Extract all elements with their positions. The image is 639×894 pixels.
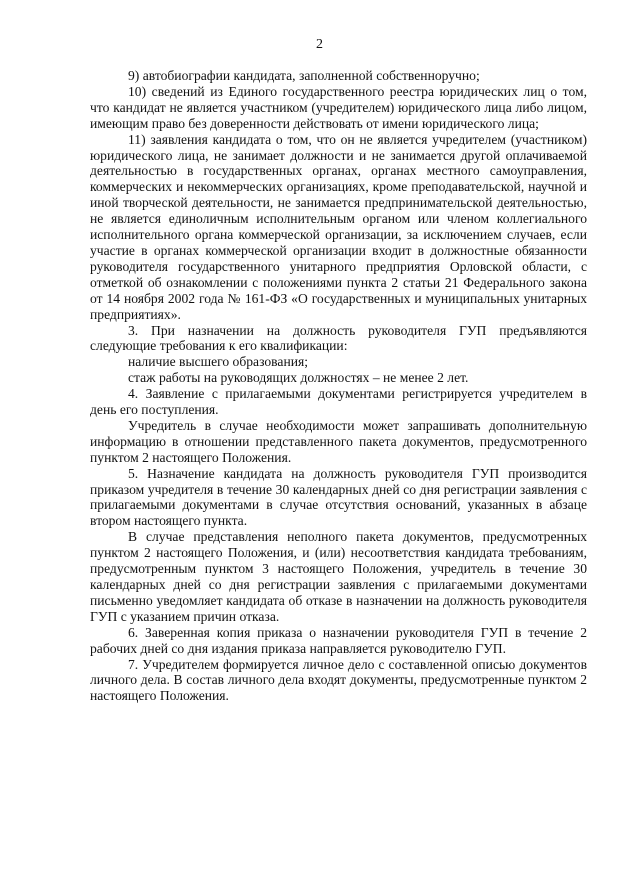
document-body <box>90 68 587 704</box>
page-number: 2 <box>316 37 323 52</box>
paragraph-item-10: 10) сведений из Единого государственного реестра юридических лиц о том, что кандидат не является участником (учредителем) юридического лица либо лицом, имеющим право без доверенности действовать от имени юридического лица; <box>90 83 587 131</box>
requirement-education: наличие высшего образования; <box>128 354 309 370</box>
paragraph-item-9: 9) автобиографии кандидата, заполненной собственноручно; <box>128 68 480 83</box>
paragraph-clause-7: 7. Учредителем формируется личное дело с составленной описью документов личного дела. В состав личного дела входят документы, предусмотренные пунктом 2 настоящего Положения. <box>90 656 587 704</box>
paragraph-clause-6: 6. Заверенная копия приказа о назначении руководителя ГУП в течение 2 рабочих дней со дня издания приказа направляется руководителю ГУП. <box>90 624 587 656</box>
paragraph-clause-4-additional: Учредитель в случае необходимости может запрашивать дополнительную информацию в отношении представленного пакета документов, предусмотренного пунктом 2 настоящего Положения. <box>90 417 587 465</box>
paragraph-clause-4: 4. Заявление с прилагаемыми документами регистрируется учредителем в день его поступления. <box>90 386 587 418</box>
paragraph-clause-5: 5. Назначение кандидата на должность руководителя ГУП производится приказом учредителя в течение 30 календарных дней со дня регистрации заявления с прилагаемыми документами в случае отсутствия оснований, указанных в абзаце втором настоящего пункта. <box>90 465 587 529</box>
paragraph-clause-5-refusal: В случае представления неполного пакета документов, предусмотренных пунктом 2 настоящего Положения, и (или) несоответствия кандидата требованиям, предусмотренным пунктом 3 настоящего Положения, учредитель в течение 30 календарных дней со дня регистрации заявления с прилагаемыми документами письменно уведомляет кандидата об отказе в назначении на должность руководителя ГУП с указанием причин отказа. <box>90 529 587 624</box>
requirement-experience: стаж работы на руководящих должностях – не менее 2 лет. <box>128 370 469 386</box>
paragraph-item-11: 11) заявления кандидата о том, что он не является учредителем (участником) юридического лица, не занимает должности и не занимается другой оплачиваемой деятельностью в государственных органах, органах местного самоуправления, коммерческих и некоммерческих организациях, кроме преподавательской, научной и иной творческой деятельности, не занимается предпринимательской деятельностью, не является единоличным исполнительным органом или членом коллегиального исполнительного органа коммерческой организации, за исключением случаев, если участие в органах коммерческой организации входит в должностные обязанности руководителя государственного унитарного предприятия Орловской области, с отметкой об ознакомлении с положениями пункта 2 статьи 21 Федерального закона от 14 ноября 2002 года № 161-ФЗ «О государственных и муниципальных унитарных предприятиях». <box>90 131 587 322</box>
paragraph-clause-3: 3. При назначении на должность руководителя ГУП предъявляются следующие требования к его квалификации: <box>90 322 587 354</box>
